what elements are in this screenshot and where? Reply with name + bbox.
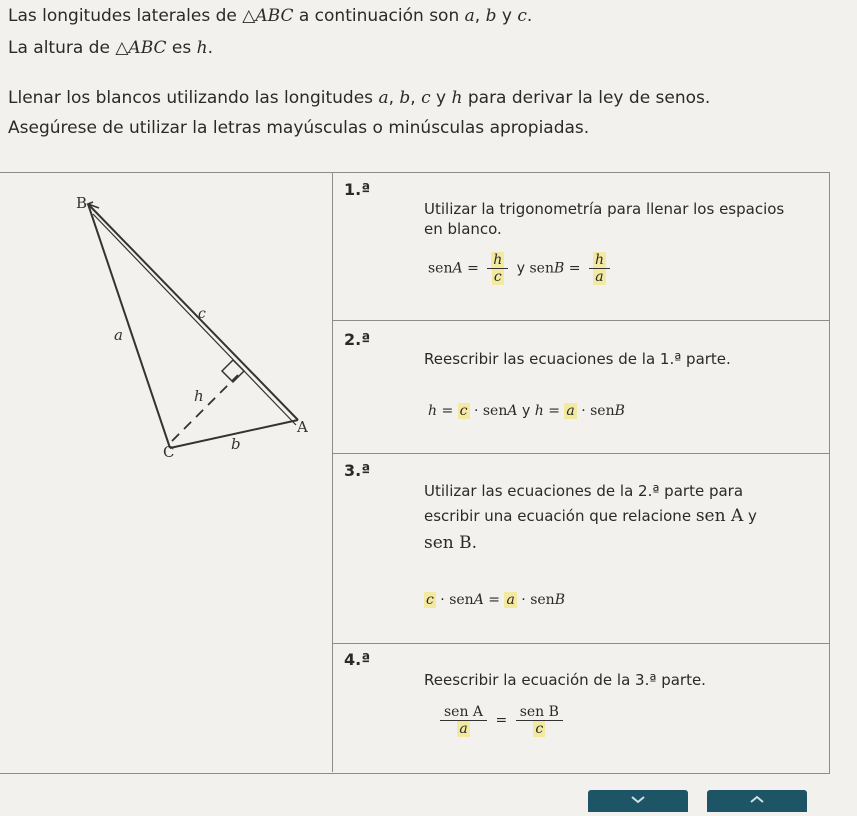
- conjunction: y: [521, 403, 531, 419]
- period: .: [207, 38, 213, 58]
- blank-denominator-c[interactable]: c: [535, 721, 544, 737]
- part-label-3: 3.ª: [344, 461, 371, 480]
- step-1-equation: [428, 252, 614, 285]
- fraction-sen-a: [440, 704, 487, 737]
- side-label-b: b: [231, 435, 241, 453]
- vertex-label-b: B: [76, 194, 88, 212]
- right-angle-marker: [222, 360, 244, 382]
- sep: ,: [388, 88, 400, 108]
- intro-line-2: [8, 38, 213, 58]
- side-a-line: [88, 204, 170, 448]
- side-label-a: a: [114, 326, 123, 344]
- conjunction: y: [743, 507, 757, 525]
- intro-line-4: Asegúrese de utilizar la letras mayúsculas o minúsculas apropiadas.: [8, 118, 590, 138]
- instruction-text: escribir una ecuación que relacione: [424, 507, 696, 525]
- var-h: h: [428, 403, 438, 419]
- part-label-1: 1.ª: [344, 180, 371, 199]
- row-divider: [332, 643, 829, 644]
- angle-a: A: [452, 260, 463, 277]
- intro-text: La altura de: [8, 38, 116, 58]
- var-b: b: [399, 88, 411, 108]
- height-label-h: h: [194, 387, 204, 405]
- intro-line-1: [8, 6, 532, 26]
- step-3-equation: [424, 592, 565, 608]
- intro-line-3: [8, 88, 710, 108]
- chevron-up-icon: [707, 790, 807, 812]
- sen-label: sen: [482, 403, 508, 419]
- column-divider: [332, 172, 333, 772]
- dot: ·: [581, 403, 586, 419]
- fraction-1: [487, 252, 508, 285]
- blank-step2-2[interactable]: a: [566, 403, 575, 419]
- angle-b: B: [614, 403, 625, 419]
- sep: ,: [474, 6, 486, 26]
- period: .: [526, 6, 533, 26]
- intro-text: es: [166, 38, 197, 58]
- var-h: h: [196, 38, 208, 58]
- dot: ·: [440, 592, 445, 608]
- intro-text: para derivar la ley de senos.: [462, 88, 711, 108]
- intro-text: Las longitudes laterales de: [8, 6, 243, 26]
- angle-a: A: [473, 592, 484, 608]
- chevron-down-icon: [588, 790, 688, 812]
- numerator-sen-b: sen B: [516, 704, 563, 721]
- nav-tab-down[interactable]: [588, 790, 688, 812]
- var-h: h: [451, 88, 463, 108]
- side-label-c: c: [198, 306, 206, 322]
- blank-denominator-1[interactable]: c: [493, 269, 502, 285]
- triangle-symbol: △: [242, 6, 256, 26]
- angle-a: A: [507, 403, 518, 419]
- conjunction: y: [516, 260, 526, 277]
- sep: y: [430, 88, 452, 108]
- row-divider: [332, 320, 829, 321]
- angle-b: B: [554, 592, 565, 608]
- sen-label: sen: [530, 592, 555, 608]
- fraction-2: [589, 252, 610, 285]
- side-c-line: [88, 204, 298, 420]
- step-1-instruction-2: en blanco.: [424, 220, 502, 238]
- step-3-instruction-2: [424, 506, 757, 526]
- equals: =: [495, 712, 508, 729]
- triangle-name: ABC: [255, 6, 294, 26]
- var-a: a: [378, 88, 389, 108]
- var-a: a: [464, 6, 475, 26]
- nav-tab-up[interactable]: [707, 790, 807, 812]
- step-1-instruction: Utilizar la trigonometría para llenar los espacios: [424, 200, 785, 218]
- sep: ,: [410, 88, 422, 108]
- equals: =: [467, 260, 479, 277]
- sen-a-text: sen A: [695, 506, 744, 526]
- dot: ·: [473, 403, 479, 419]
- equals: =: [548, 403, 560, 419]
- var-h: h: [534, 403, 544, 419]
- part-label-2: 2.ª: [344, 330, 371, 349]
- blank-numerator-2[interactable]: h: [594, 252, 604, 268]
- height-line: [172, 375, 238, 441]
- vertex-label-a: A: [297, 418, 308, 436]
- equals: =: [488, 592, 501, 608]
- step-4-instruction: Reescribir la ecuación de la 3.ª parte.: [424, 671, 706, 689]
- step-2-equation: [428, 403, 625, 419]
- blank-numerator-1[interactable]: h: [493, 252, 503, 268]
- triangle-diagram: [0, 173, 330, 473]
- step-3-sen-b: sen B.: [424, 533, 478, 553]
- part-label-4: 4.ª: [344, 650, 371, 669]
- var-c: c: [421, 88, 431, 108]
- dot: ·: [521, 592, 526, 608]
- var-c: c: [517, 6, 527, 26]
- blank-denominator-a[interactable]: a: [459, 721, 468, 737]
- equals: =: [568, 260, 581, 277]
- vertex-label-c: C: [163, 443, 175, 461]
- var-b: b: [485, 6, 497, 26]
- numerator-sen-a: sen A: [440, 704, 487, 721]
- triangle-symbol: △: [115, 38, 129, 58]
- step-4-equation: [436, 704, 567, 737]
- triangle-name: ABC: [128, 38, 167, 58]
- intro-text: a continuación son: [293, 6, 465, 26]
- blank-step2-1[interactable]: c: [459, 403, 468, 419]
- step-2-instruction: Reescribir las ecuaciones de la 1.ª parte.: [424, 350, 731, 368]
- sen-label: sen: [590, 403, 615, 419]
- blank-denominator-2[interactable]: a: [595, 269, 604, 285]
- step-3-instruction: Utilizar las ecuaciones de la 2.ª parte para: [424, 482, 744, 500]
- angle-b: B: [554, 260, 565, 277]
- sep: y: [496, 6, 518, 26]
- row-divider: [332, 453, 829, 454]
- sen-label: sen: [449, 592, 474, 608]
- sen-label: sen: [529, 260, 554, 277]
- fraction-sen-b: [516, 704, 563, 737]
- intro-text: Llenar los blancos utilizando las longitudes: [8, 88, 379, 108]
- equals: =: [441, 403, 454, 419]
- sen-label: sen: [428, 260, 453, 277]
- blank-step3-2[interactable]: a: [506, 592, 515, 608]
- blank-step3-1[interactable]: c: [426, 592, 434, 608]
